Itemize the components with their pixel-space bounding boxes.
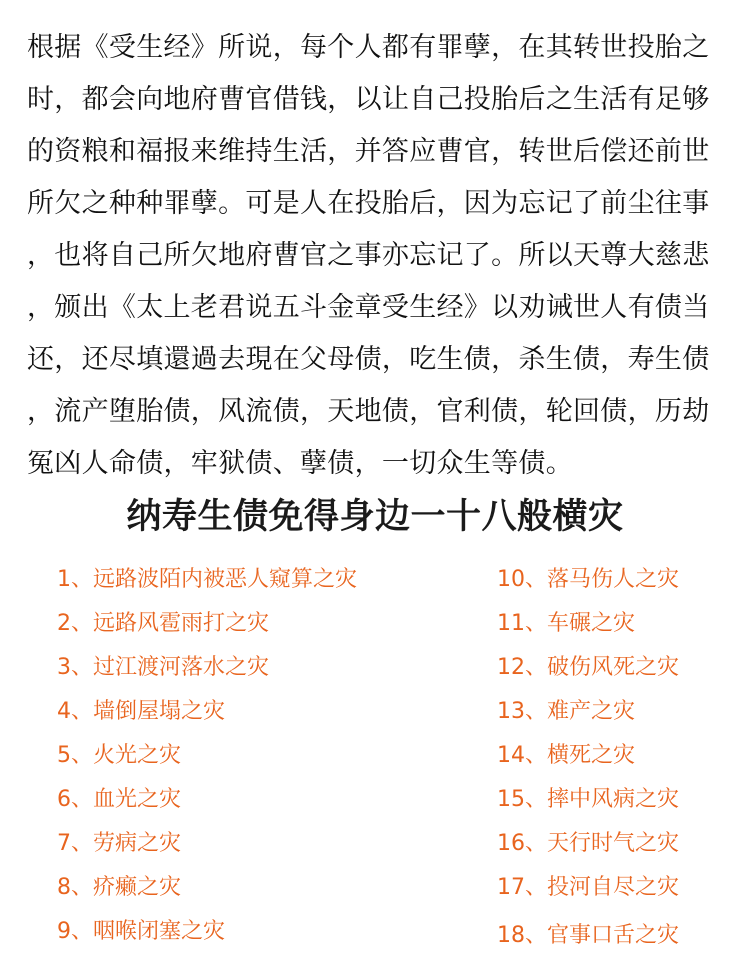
disaster-list-left [57, 558, 457, 954]
item-number: 17、 [497, 875, 547, 900]
item-number: 7、 [57, 831, 93, 856]
list-item [57, 910, 457, 954]
paragraph-line: 所欠之种种罪孽。可是人在投胎后，因为忘记了前尘往事 [27, 188, 710, 219]
item-number: 11、 [497, 611, 547, 636]
item-number: 3、 [57, 655, 93, 680]
item-text: 远路波陌内被恶人窥算之灾 [93, 567, 358, 592]
list-item [497, 866, 737, 910]
paragraph-line: ，颁出《太上老君说五斗金章受生经》以劝诫世人有债当 [27, 292, 710, 323]
item-number: 4、 [57, 699, 93, 724]
item-text: 咽喉闭塞之灾 [93, 919, 226, 944]
item-text: 火光之灾 [93, 743, 182, 768]
list-item [57, 822, 457, 866]
item-number: 9、 [57, 919, 93, 944]
paragraph-line: 还，还尽填還過去現在父母债，吃生债，杀生债，寿生债 [27, 344, 710, 375]
list-item [497, 914, 737, 958]
item-number: 1、 [57, 567, 93, 592]
list-item [497, 690, 737, 734]
item-text: 投河自尽之灾 [547, 875, 680, 900]
list-item [497, 558, 737, 602]
item-text: 摔中风病之灾 [547, 787, 680, 812]
item-text: 车碾之灾 [547, 611, 636, 636]
item-text: 劳病之灾 [93, 831, 182, 856]
item-number: 2、 [57, 611, 93, 636]
item-text: 难产之灾 [547, 699, 636, 724]
list-item [57, 734, 457, 778]
section-heading: 纳寿生债免得身边一十八般横灾 [126, 497, 624, 537]
item-text: 横死之灾 [547, 743, 636, 768]
item-number: 8、 [57, 875, 93, 900]
item-text: 官事口舌之灾 [547, 923, 680, 948]
list-item [57, 602, 457, 646]
item-number: 16、 [497, 831, 547, 856]
item-text: 落马伤人之灾 [547, 567, 680, 592]
list-item [57, 866, 457, 910]
item-text: 过江渡河落水之灾 [93, 655, 270, 680]
list-item [57, 690, 457, 734]
list-item [497, 646, 737, 690]
item-number: 13、 [497, 699, 547, 724]
item-text: 疥癞之灾 [93, 875, 182, 900]
item-text: 远路风雹雨打之灾 [93, 611, 270, 636]
list-item [497, 602, 737, 646]
item-number: 6、 [57, 787, 93, 812]
list-item [497, 778, 737, 822]
item-text: 血光之灾 [93, 787, 182, 812]
item-number: 5、 [57, 743, 93, 768]
item-text: 墙倒屋塌之灾 [93, 699, 226, 724]
disaster-list-right [497, 558, 737, 958]
item-number: 15、 [497, 787, 547, 812]
paragraph-line: 根据《受生经》所说，每个人都有罪孽，在其转世投胎之 [27, 32, 710, 63]
paragraph-line: 冤凶人命债，牢狱债、孽债，一切众生等债。 [27, 448, 573, 479]
paragraph-line: 的资粮和福报来维持生活，并答应曹官，转世后偿还前世 [27, 136, 710, 167]
item-number: 18、 [497, 923, 547, 948]
item-number: 10、 [497, 567, 547, 592]
list-item [57, 646, 457, 690]
item-text: 破伤风死之灾 [547, 655, 680, 680]
item-number: 12、 [497, 655, 547, 680]
list-item [57, 778, 457, 822]
item-number: 14、 [497, 743, 547, 768]
paragraph-line: ，也将自己所欠地府曹官之事亦忘记了。所以天尊大慈悲 [27, 240, 710, 271]
intro-paragraph [27, 22, 727, 490]
paragraph-line: ，流产堕胎债，风流债，天地债，官利债，轮回债，历劫 [27, 396, 710, 427]
paragraph-line: 时，都会向地府曹官借钱，以让自己投胎后之生活有足够 [27, 84, 710, 115]
list-item [497, 822, 737, 866]
item-text: 天行时气之灾 [547, 831, 680, 856]
list-item [497, 734, 737, 778]
list-item [57, 558, 457, 602]
